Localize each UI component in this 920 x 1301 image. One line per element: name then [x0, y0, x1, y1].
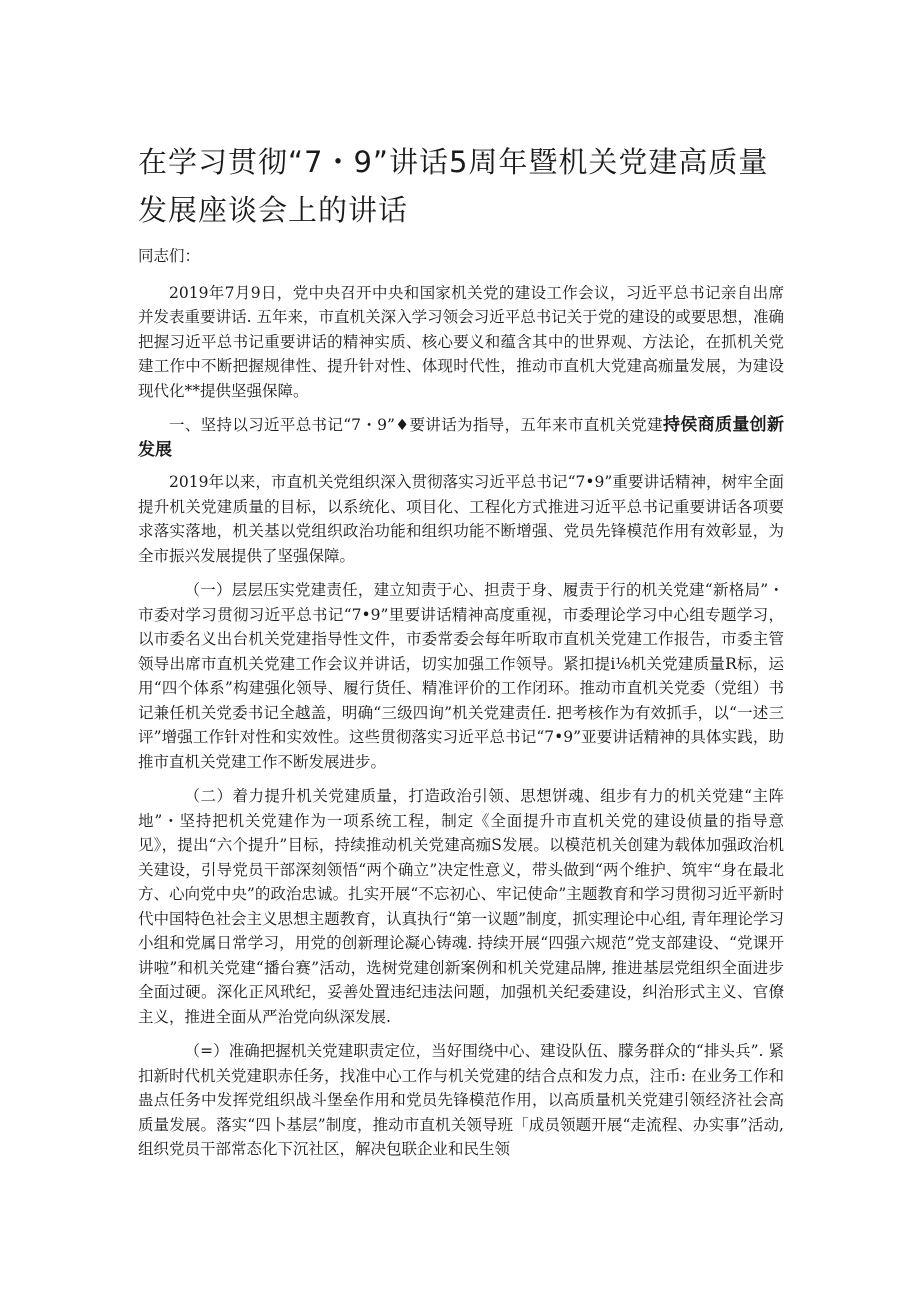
document-title: 在学习贯彻“7・9”讲话5周年暨机关党建高质量发展座谈会上的讲话 — [138, 145, 769, 227]
section-heading-1-plain: 一、坚持以习近平总书记“7・9”♦要讲话为指导，五年来市直机关党建 — [169, 416, 663, 434]
intro-paragraph: 2019年7月9日，党中央召开中央和国家机关党的建设工作会议，习近平总书记亲自出席并发表重要讲话. 五年来，市直机关深入学习领会习近平总书记关于党的建设的或要思想，准确把握习近平总书记重要讲话的精神实质、核心要义和蕴含其中的世界观、方法论，在抓机关党建工作中不断把握规律性、提升针对性、体现时代性，推动市直机大党建高痂量发展，为建设现代化**提供坚强保障。 — [138, 283, 784, 400]
document-body — [138, 244, 784, 1172]
item-1-paragraph: （一）层层压实党建责任，建立知责于心、担责于身、履责于行的机关党建“新格局”・市委对学习贯彻习近平总书记“7•9”里要讲话精神高度重视，市委理论学习中心组专题学习，以市委名义出台机关党建指导性文件，市委常委会每年听取市直机关党建工作报告，市委主管领导出席市直机关党建工作会议并讲话，切实加强工作领导。紧扣提i⅛机关党建质量R标，运用“四个体系”构建强化领导、履行货任、精准评价的工作闭环。推动市直机关党委（党组）书记兼任机关党委书记全越盖，明确“三级四询”机关党建责任. 把考核作为有效抓手，以“一述三评”增强工作针对性和实效性。这些贯彻落实习近平总书记“7•9”亚要讲话精神的具体实践，助推市直机关党建工作不断发展进步。 — [138, 581, 784, 771]
salutation: 同志们： — [138, 247, 201, 265]
section-heading-1 — [138, 413, 784, 462]
section-1-paragraph: 2019年以来，市直机关党组织深入贯彻落实习近平总书记“7•9”重要讲话精神，树牢全面提升机关党建质量的目标，以系统化、项目化、工程化方式推进习近平总书记重要讲话各项要求落实落地，机关基以党组织政治功能和组织功能不断增强、党员先锋模范作用有效彰显，为全市振兴发展提供了坚强保障。 — [138, 473, 784, 565]
item-3-paragraph: （=）准确把握机关党建职责定位，当好围绕中心、建设队伍、朦务群众的“排头兵”. 紧扣新时代机关党建职赤任务，找准中心工作与机关党建的结合点和发力点，注币: 在业务工作和蛊点任务中发挥党组织战斗堡垒作用和党员先锋模范作用，以高质量机关党建引领经济社会高质量发展。落实“四卜基层”制度，推动市直机关领导班「成员领题开展“走流程、办实事”活动, 组织党员干部常态化下沉社区，解决包联企业和民生领 — [138, 1042, 784, 1158]
item-2-paragraph: （二）着力提升机关党建质量，打造政治引领、思想饼魂、组步有力的机关党建“主阵地”・坚持把机关党建作为一项系统工程，制定《全面提升市直机关党的建设侦量的指导意见》，提出“六个提升”目标，持续推动机关党建高痂S发展。以模范机关创建为载体加强政治机关建设，引导党员干部深刻领悟“两个确立”决定性意义，带头做到“两个维护、筑牢“身在最北方、心向党中央”的政治忠诚。扎实开展“不忘初心、牢记使命”主题教育和学习贯彻习近平新时代中国特色社会主义思想主题教育，认真执行“第一议题”制度，抓实理论中心组, 青年理论学习小组和党属日常学习，用党的创新理论凝心铸魂. 持续开展“四强六规范”党支部建设、“党课开讲啦”和机关党建“播台赛”活动，选树党建创新案例和机关党建品牌, 推进基层党组织全面进步全面过硬。深化正风玳纪，妥善处置违纪违法问题，加强机关纪委建设，纠治形式主义、官僚主义，推进全面从严治党向纵深发展. — [138, 787, 784, 1026]
section-heading-1-bold: 持侯商质量创新发展 — [138, 415, 784, 460]
